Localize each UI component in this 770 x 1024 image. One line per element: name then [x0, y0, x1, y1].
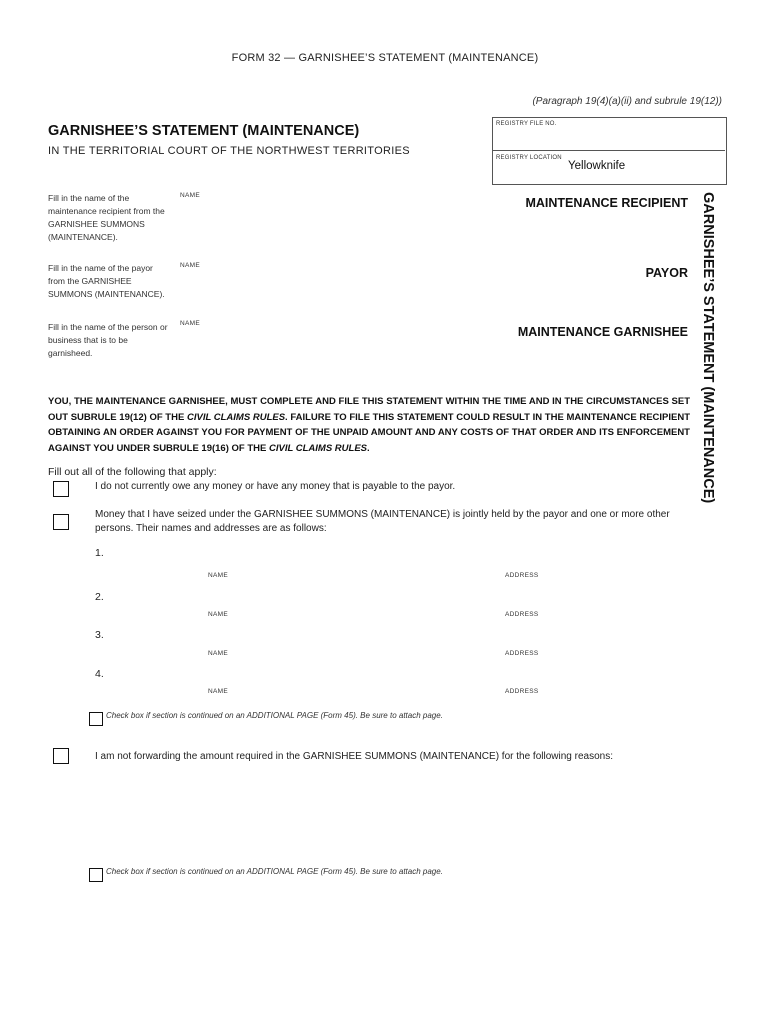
- court-name: IN THE TERRITORIAL COURT OF THE NORTHWEST TERRITORIES: [48, 145, 410, 157]
- person-1-name-field[interactable]: [110, 555, 360, 571]
- warning-rules-ref-1: CIVIL CLAIMS RULES: [186, 411, 286, 423]
- form-title: GARNISHEE’S STATEMENT (MAINTENANCE): [48, 123, 360, 139]
- option-jointly-held-text: Money that I have seized under the GARNISHEE SUMMONS (MAINTENANCE) is jointly held by the payor and one or more other persons. Their names and addresses are as follows:: [95, 509, 670, 534]
- registry-divider: [492, 150, 725, 151]
- recipient-instruction: Fill in the name of the maintenance recipient from the GARNISHEE SUMMONS (MAINTENANCE).: [48, 193, 165, 242]
- person-name-label: NAME: [208, 688, 228, 695]
- vertical-side-title-text: GARNISHEE’S STATEMENT (MAINTENANCE): [700, 192, 716, 504]
- person-name-label: NAME: [208, 650, 228, 657]
- person-address-label: ADDRESS: [505, 688, 539, 695]
- person-name-label: NAME: [208, 611, 228, 618]
- garnishee-instruction: Fill in the name of the person or business that is to be garnisheed.: [48, 322, 168, 358]
- fill-out-instruction: Fill out all of the following that apply:: [48, 466, 217, 478]
- form-number-header: FORM 32 — GARNISHEE’S STATEMENT (MAINTENANCE): [231, 52, 539, 64]
- person-number: 4.: [95, 668, 104, 680]
- warning-rules-ref-2: CIVIL CLAIMS RULES: [269, 442, 367, 454]
- paragraph-reference: (Paragraph 19(4)(a)(ii) and subrule 19(12)): [532, 96, 722, 107]
- vertical-side-title: [689, 192, 727, 517]
- person-4-name-field[interactable]: [110, 671, 360, 687]
- person-number: 2.: [95, 591, 104, 603]
- continued-page-note: Check box if section is continued on an ADDITIONAL PAGE (Form 45). Be sure to attach page.: [106, 711, 443, 720]
- person-address-label: ADDRESS: [505, 572, 539, 579]
- continued-page-checkbox-2[interactable]: [89, 868, 103, 882]
- person-2-address-field[interactable]: [400, 594, 650, 610]
- person-number: 1.: [95, 547, 104, 559]
- person-3-name-field[interactable]: [110, 633, 360, 649]
- person-2-name-field[interactable]: [110, 594, 360, 610]
- registry-box: [492, 117, 727, 185]
- recipient-name-label: NAME: [180, 192, 200, 199]
- payor-name-label: NAME: [180, 262, 200, 269]
- registry-location-field[interactable]: Yellowknife: [568, 160, 626, 172]
- warning-text-2: . FAILURE TO FILE THIS STATEMENT COULD RESULT IN THE MAINTENANCE RECIPIENT OBTAINING AN ORDER AGAINST YOU FOR PAYMENT OF THE UNPAID AMOUNT AND ANY COSTS OF THAT ORDER AND ITS ENFORCEMENT AGAINST YOU UNDER SUBRULE 19(16) OF THE: [48, 411, 691, 454]
- maintenance-garnishee-label: MAINTENANCE GARNISHEE: [517, 325, 688, 339]
- registry-file-no-label: REGISTRY FILE NO.: [496, 121, 557, 127]
- payor-name-field[interactable]: [215, 260, 505, 276]
- warning-text-1: YOU, THE MAINTENANCE GARNISHEE, MUST COMPLETE AND FILE THIS STATEMENT WITHIN THE TIME AND IN THE CIRCUMSTANCES SET OUT SUBRULE 19(12) OF THE: [48, 396, 690, 423]
- person-name-label: NAME: [208, 572, 228, 579]
- person-1-address-field[interactable]: [400, 555, 650, 571]
- payor-instruction: Fill in the name of the payor from the GARNISHEE SUMMONS (MAINTENANCE).: [48, 263, 165, 299]
- person-4-address-field[interactable]: [400, 671, 650, 687]
- registry-location-label: REGISTRY LOCATION: [496, 155, 562, 161]
- option-not-forwarding-checkbox[interactable]: [53, 748, 69, 764]
- person-3-address-field[interactable]: [400, 633, 650, 649]
- garnishee-name-label: NAME: [180, 320, 200, 327]
- warning-text-3: .: [367, 442, 370, 454]
- person-address-label: ADDRESS: [505, 650, 539, 657]
- warning-notice: [48, 394, 690, 456]
- person-number: 3.: [95, 629, 104, 641]
- person-address-label: ADDRESS: [505, 611, 539, 618]
- registry-file-no-field[interactable]: [568, 132, 718, 146]
- continued-page-checkbox[interactable]: [89, 712, 103, 726]
- option-jointly-held-checkbox[interactable]: [53, 514, 69, 530]
- reasons-text-area[interactable]: [95, 770, 685, 855]
- payor-label: PAYOR: [645, 266, 688, 280]
- recipient-name-field[interactable]: [215, 190, 505, 206]
- option-not-forwarding-text: I am not forwarding the amount required in the GARNISHEE SUMMONS (MAINTENANCE) for the following reasons:: [95, 751, 613, 762]
- option-no-money-text: I do not currently owe any money or have any money that is payable to the payor.: [95, 481, 456, 492]
- continued-page-note-2: Check box if section is continued on an ADDITIONAL PAGE (Form 45). Be sure to attach page.: [106, 867, 443, 876]
- garnishee-name-field[interactable]: [215, 318, 505, 334]
- maintenance-recipient-label: MAINTENANCE RECIPIENT: [525, 196, 688, 210]
- option-no-money-checkbox[interactable]: [53, 481, 69, 497]
